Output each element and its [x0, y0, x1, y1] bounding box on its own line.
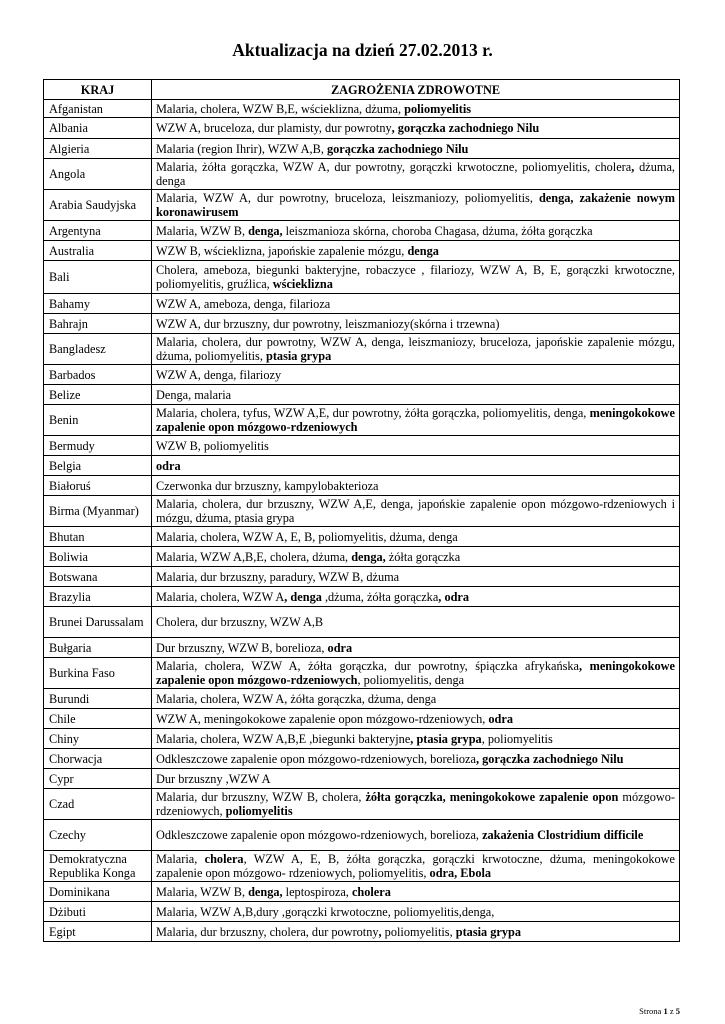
- table-row: [44, 476, 680, 496]
- threats-cell: [152, 100, 680, 118]
- table-row: [44, 221, 680, 241]
- table-body: [44, 100, 680, 942]
- country-cell: Angola: [44, 159, 152, 190]
- threat-text: Malaria, WZW B,: [156, 223, 249, 238]
- footer-page-number: 1: [663, 1006, 668, 1016]
- threat-text: WZW B, poliomyelitis: [156, 438, 269, 453]
- table-row: [44, 587, 680, 607]
- threat-text: Malaria, cholera, WZW A,B,E ,biegunki bakteryjne: [156, 731, 411, 746]
- threats-cell: [152, 729, 680, 749]
- threat-text-bold: ptasia grypa: [455, 924, 521, 939]
- threats-cell: [152, 334, 680, 365]
- header-threats: ZAGROŻENIA ZDROWOTNE: [152, 80, 680, 100]
- threat-text: poliomyelitis,: [381, 924, 456, 939]
- threat-text-bold: odra: [327, 640, 353, 655]
- threat-text: Malaria, cholera, WZW A, żółta gorączka, dur powrotny, śpiączka afrykańska: [156, 659, 580, 673]
- threat-text-bold: cholera: [204, 852, 244, 866]
- country-cell: Boliwia: [44, 547, 152, 567]
- country-cell: Afganistan: [44, 100, 152, 118]
- table-row: [44, 769, 680, 789]
- threat-text: Cholera, dur brzuszny, WZW A,B: [156, 615, 324, 629]
- threats-cell: [152, 882, 680, 902]
- table-row: [44, 100, 680, 118]
- country-cell: Białoruś: [44, 476, 152, 496]
- country-cell: Birma (Myanmar): [44, 496, 152, 527]
- table-row: [44, 567, 680, 587]
- threat-text: Odkleszczowe zapalenie opon mózgowo-rdzeniowych, borelioza,: [156, 828, 483, 842]
- country-cell: Chorwacja: [44, 749, 152, 769]
- threat-text: mózgowo- rdzeniowych,: [156, 790, 676, 818]
- table-row: [44, 851, 680, 882]
- table-row: [44, 436, 680, 456]
- footer-page-total: 5: [675, 1006, 680, 1016]
- table-row: [44, 385, 680, 405]
- country-cell: Benin: [44, 405, 152, 436]
- threat-text: Malaria, żółta gorączka, WZW A, dur powrotny, gorączki krwotoczne, poliomyelitis, cholera: [156, 160, 632, 174]
- country-cell: Cypr: [44, 769, 152, 789]
- threat-text-bold: odra: [156, 458, 181, 473]
- threat-text: Denga, malaria: [156, 387, 232, 402]
- table-row: [44, 749, 680, 769]
- threat-text: WZW B, wścieklizna, japońskie zapalenie mózgu,: [156, 243, 408, 258]
- table-row: [44, 118, 680, 139]
- table-header-row: [44, 80, 680, 100]
- table-row: [44, 820, 680, 851]
- threat-text: Malaria, WZW A,B,dury ,gorączki krwotoczne, poliomyelitis,denga,: [156, 904, 495, 919]
- threat-text-bold: , gorączka zachodniego Nilu: [391, 121, 540, 135]
- country-cell: Belize: [44, 385, 152, 405]
- threat-text: WZW A, meningokokowe zapalenie opon mózgowo-rdzeniowych,: [156, 711, 489, 726]
- threat-text-bold: denga,: [248, 884, 283, 899]
- table-row: [44, 261, 680, 294]
- threats-cell: [152, 436, 680, 456]
- threat-text: leptospiroza,: [282, 884, 352, 899]
- country-cell: Czad: [44, 789, 152, 820]
- threat-text: Cholera, ameboza, biegunki bakteryjne, robaczyce , filariozy, WZW A, B, E, gorączki krwotoczne, poliomyelitis, gruźlica,: [156, 263, 675, 291]
- threat-text-bold: odra: [488, 711, 513, 726]
- threat-text-bold: , meningokokowe zapalenie opon mózgowo-rdzeniowych: [156, 659, 675, 687]
- threats-cell: [152, 607, 680, 638]
- country-cell: Botswana: [44, 567, 152, 587]
- country-cell: Czechy: [44, 820, 152, 851]
- table-row: [44, 922, 680, 942]
- threat-text: Odkleszczowe zapalenie opon mózgowo-rdzeniowych, borelioza: [156, 751, 476, 766]
- country-cell: Bahamy: [44, 294, 152, 314]
- table-row: [44, 405, 680, 436]
- threats-cell: [152, 709, 680, 729]
- threats-cell: [152, 241, 680, 261]
- table-row: [44, 496, 680, 527]
- threats-cell: [152, 658, 680, 689]
- threats-cell: [152, 769, 680, 789]
- threat-text: Malaria (region Ihrir), WZW A,B,: [156, 141, 327, 156]
- country-cell: Egipt: [44, 922, 152, 942]
- table-row: [44, 294, 680, 314]
- table-row: [44, 527, 680, 547]
- footer-middle: z: [667, 1006, 676, 1016]
- threat-text-bold: denga, zakażenie nowym koronawirusem: [156, 191, 675, 219]
- threat-text-bold: ,: [378, 924, 382, 939]
- threat-text: Czerwonka dur brzuszny, kampylobakterioza: [156, 478, 379, 493]
- threat-text-bold: odra, Ebola: [429, 866, 492, 880]
- country-cell: Dżibuti: [44, 902, 152, 922]
- country-cell: Bali: [44, 261, 152, 294]
- threats-cell: [152, 456, 680, 476]
- threat-text-bold: denga,: [248, 223, 283, 238]
- header-country: KRAJ: [44, 80, 152, 100]
- threat-text: żółta gorączka: [385, 549, 461, 564]
- threats-cell: [152, 139, 680, 159]
- threat-text: Malaria, cholera, WZW A: [156, 589, 285, 604]
- threat-text: dżuma, denga: [156, 160, 675, 188]
- threats-cell: [152, 385, 680, 405]
- threats-cell: [152, 922, 680, 942]
- country-cell: Chile: [44, 709, 152, 729]
- table-row: [44, 729, 680, 749]
- threat-text: Malaria, cholera, dur powrotny, WZW A, denga, leiszmaniozy, bruceloza, japońskie zapalenie mózgu, dżuma, poliomyelitis,: [156, 335, 675, 363]
- table-row: [44, 882, 680, 902]
- threat-text: Malaria, dur brzuszny, paradury, WZW B, dżuma: [156, 569, 400, 584]
- country-cell: Chiny: [44, 729, 152, 749]
- table-row: [44, 334, 680, 365]
- threat-text: Malaria, cholera, WZW A, E, B, poliomyelitis, dżuma, denga: [156, 529, 458, 544]
- country-cell: Dominikana: [44, 882, 152, 902]
- country-cell: Bahrajn: [44, 314, 152, 334]
- threat-text: Malaria, cholera, tyfus, WZW A,E, dur powrotny, żółta gorączka, poliomyelitis, denga,: [156, 406, 590, 420]
- country-cell: Australia: [44, 241, 152, 261]
- threat-text-bold: ,: [631, 160, 635, 174]
- country-cell: Bermudy: [44, 436, 152, 456]
- country-cell: Bułgaria: [44, 638, 152, 658]
- table-row: [44, 159, 680, 190]
- threat-text-bold: , denga: [284, 589, 322, 604]
- table-row: [44, 456, 680, 476]
- threats-cell: [152, 118, 680, 139]
- threat-text: Malaria, cholera, dur brzuszny, WZW A,E, denga, japońskie zapalenie opon mózgowo-rdzeniowych i mózgu, dżuma, ptasia grypa: [156, 497, 675, 525]
- table-row: [44, 365, 680, 385]
- threats-cell: [152, 689, 680, 709]
- threat-text: WZW A, denga, filariozy: [156, 367, 282, 382]
- table-row: [44, 709, 680, 729]
- table-row: [44, 902, 680, 922]
- table-row: [44, 314, 680, 334]
- threats-cell: [152, 405, 680, 436]
- threat-text-bold: poliomyelitis: [225, 804, 293, 818]
- country-cell: Arabia Saudyjska: [44, 190, 152, 221]
- health-threats-table: [43, 79, 680, 942]
- country-cell: Algieria: [44, 139, 152, 159]
- country-cell: Brunei Darussalam: [44, 607, 152, 638]
- table-row: [44, 658, 680, 689]
- page-title: Aktualizacja na dzień 27.02.2013 r.: [232, 40, 493, 60]
- country-cell: Bangladesz: [44, 334, 152, 365]
- threat-text-bold: gorączka zachodniego Nilu: [326, 141, 469, 156]
- footer-prefix: Strona: [639, 1006, 664, 1016]
- table-row: [44, 190, 680, 221]
- threat-text-bold: poliomyelitis: [404, 101, 472, 116]
- country-cell: Burkina Faso: [44, 658, 152, 689]
- threat-text: Malaria, WZW B,: [156, 884, 249, 899]
- threat-text: WZW A, bruceloza, dur plamisty, dur powrotny: [156, 121, 392, 135]
- country-cell: Argentyna: [44, 221, 152, 241]
- threats-cell: [152, 190, 680, 221]
- threats-cell: [152, 902, 680, 922]
- table-row: [44, 547, 680, 567]
- threats-cell: [152, 789, 680, 820]
- threat-text: ,dżuma, żółta gorączka: [321, 589, 439, 604]
- country-cell: Barbados: [44, 365, 152, 385]
- threats-cell: [152, 221, 680, 241]
- threats-cell: [152, 294, 680, 314]
- threats-cell: [152, 159, 680, 190]
- country-cell: Albania: [44, 118, 152, 139]
- threats-cell: [152, 851, 680, 882]
- table-row: [44, 139, 680, 159]
- country-cell: Brazylia: [44, 587, 152, 607]
- threat-text: Malaria, dur brzuszny, cholera, dur powrotny: [156, 924, 379, 939]
- threat-text: Malaria, dur brzuszny, WZW B, cholera,: [156, 790, 366, 804]
- table-row: [44, 638, 680, 658]
- threats-cell: [152, 314, 680, 334]
- threat-text: Dur brzuszny ,WZW A: [156, 771, 271, 786]
- threat-text: leiszmanioza skórna, choroba Chagasa, dżuma, żółta gorączka: [282, 223, 593, 238]
- threat-text: Malaria,: [156, 852, 205, 866]
- threat-text: , WZW A, E, B, żółta gorączka, gorączki krwotoczne, dżuma, meningokokowe zapalenie opon mózgowo- rdzeniowych, poliomyelitis,: [156, 852, 675, 880]
- threats-cell: [152, 749, 680, 769]
- threat-text-bold: meningokokowe zapalenie opon mózgowo-rdzeniowych: [156, 406, 675, 434]
- threat-text-bold: zakażenia Clostridium difficile: [482, 828, 644, 842]
- threats-cell: [152, 365, 680, 385]
- threat-text-bold: , gorączka zachodniego Nilu: [475, 751, 624, 766]
- threats-cell: [152, 547, 680, 567]
- threat-text: , poliomyelitis, denga: [357, 673, 465, 687]
- threats-cell: [152, 527, 680, 547]
- threat-text-bold: denga,: [351, 549, 386, 564]
- threat-text-bold: ptasia grypa: [265, 349, 332, 363]
- threats-cell: [152, 638, 680, 658]
- threat-text: WZW A, dur brzuszny, dur powrotny, leiszmaniozy(skórna i trzewna): [156, 316, 500, 331]
- threats-cell: [152, 587, 680, 607]
- threats-cell: [152, 496, 680, 527]
- table-row: [44, 241, 680, 261]
- threat-text: Malaria, WZW A,B,E, cholera, dżuma,: [156, 549, 352, 564]
- threat-text: Malaria, WZW A, dur powrotny, bruceloza, leiszmaniozy, poliomyelitis,: [156, 191, 539, 205]
- country-cell: Burundi: [44, 689, 152, 709]
- table-row: [44, 607, 680, 638]
- threat-text-bold: , ptasia grypa: [410, 731, 482, 746]
- country-cell: Belgia: [44, 456, 152, 476]
- threat-text-bold: wścieklizna: [272, 277, 333, 291]
- threats-cell: [152, 476, 680, 496]
- page-footer: [639, 1006, 680, 1016]
- threat-text: Malaria, cholera, WZW A, żółta gorączka, dżuma, denga: [156, 691, 437, 706]
- threat-text: WZW A, ameboza, denga, filarioza: [156, 296, 331, 311]
- table-row: [44, 689, 680, 709]
- country-cell: Demokratyczna Republika Konga: [44, 851, 152, 882]
- threat-text: , poliomyelitis: [481, 731, 553, 746]
- country-cell: Bhutan: [44, 527, 152, 547]
- threat-text-bold: cholera: [351, 884, 391, 899]
- threat-text-bold: denga: [407, 243, 439, 258]
- threat-text-bold: , odra: [438, 589, 470, 604]
- threats-cell: [152, 820, 680, 851]
- threat-text-bold: żółta gorączka, meningokokowe zapalenie opon: [365, 790, 619, 804]
- table-row: [44, 789, 680, 820]
- threats-cell: [152, 261, 680, 294]
- threat-text: Dur brzuszny, WZW B, borelioza,: [156, 640, 328, 655]
- threats-cell: [152, 567, 680, 587]
- threat-text: Malaria, cholera, WZW B,E, wścieklizna, dżuma,: [156, 101, 405, 116]
